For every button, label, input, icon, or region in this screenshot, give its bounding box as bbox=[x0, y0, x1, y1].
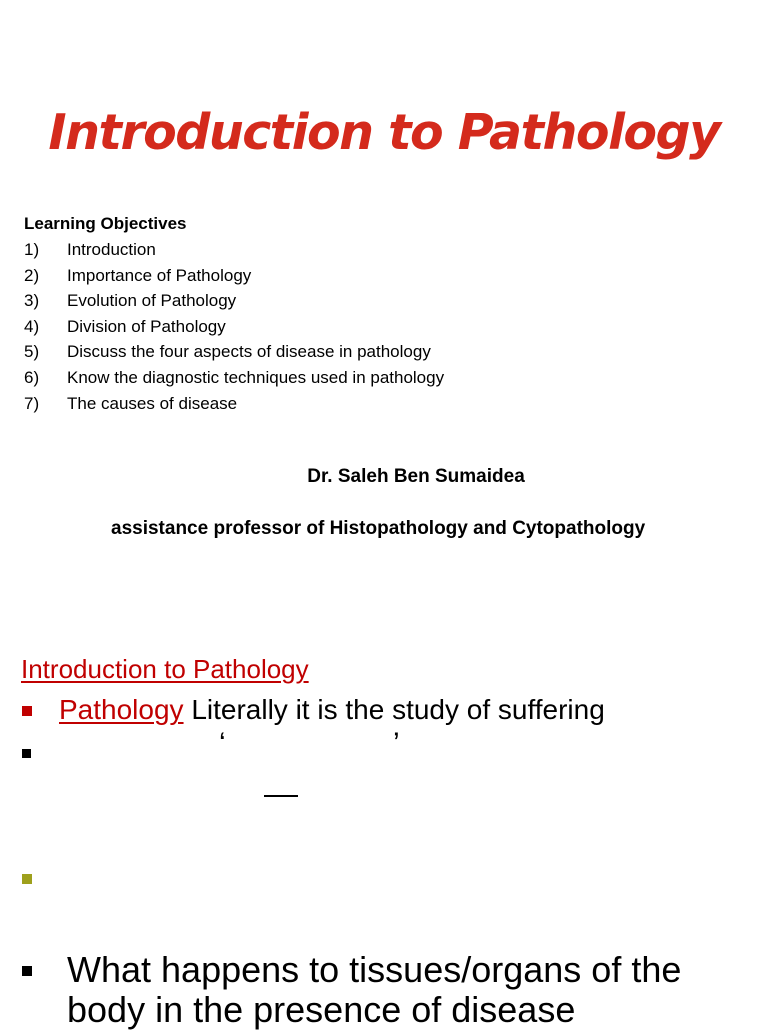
objective-item bbox=[24, 316, 444, 342]
objective-number: 2) bbox=[24, 265, 40, 285]
objective-item bbox=[24, 367, 444, 393]
term-pathology: Pathology bbox=[59, 694, 184, 725]
objective-text: Evolution of Pathology bbox=[67, 291, 237, 311]
objective-number: 3) bbox=[24, 291, 40, 311]
open-quote-mark: ‘ bbox=[219, 727, 226, 760]
objective-item bbox=[24, 393, 444, 419]
square-bullet-icon bbox=[22, 706, 32, 716]
section-heading: Introduction to Pathology bbox=[21, 654, 309, 684]
close-quote-mark: ’ bbox=[393, 727, 400, 760]
objective-number: 6) bbox=[24, 367, 40, 387]
author-name: Dr. Saleh Ben Sumaidea bbox=[307, 466, 525, 487]
definition-line bbox=[59, 694, 605, 726]
objective-text: The causes of disease bbox=[67, 393, 238, 413]
objective-item bbox=[24, 341, 444, 367]
objective-item bbox=[24, 239, 444, 265]
question-text: What happens to tissues/organs of the body in the presence of disease bbox=[67, 949, 682, 1030]
objective-text: Know the diagnostic techniques used in pathology bbox=[67, 367, 445, 387]
square-bullet-icon bbox=[22, 966, 32, 976]
author-affiliation: assistance professor of Histopathology and Cytopathology bbox=[111, 518, 646, 539]
objective-item bbox=[24, 265, 444, 291]
objective-number: 4) bbox=[24, 316, 40, 336]
objective-text: Importance of Pathology bbox=[67, 265, 252, 285]
slide-title: Introduction to Pathology bbox=[48, 104, 720, 161]
square-bullet-icon bbox=[22, 874, 32, 884]
objective-text: Introduction bbox=[67, 240, 156, 259]
dash-line bbox=[264, 795, 298, 797]
objective-number: 5) bbox=[24, 342, 40, 362]
objective-number: 7) bbox=[24, 393, 40, 413]
objective-text: Discuss the four aspects of disease in pathology bbox=[67, 342, 431, 362]
objectives-heading: Learning Objectives bbox=[24, 214, 187, 233]
objective-text: Division of Pathology bbox=[67, 316, 226, 336]
definition-text: Literally it is the study of suffering bbox=[183, 694, 605, 725]
square-bullet-icon bbox=[22, 749, 31, 758]
objective-item bbox=[24, 290, 444, 316]
objectives-list bbox=[24, 239, 444, 418]
objective-number: 1) bbox=[24, 240, 40, 259]
